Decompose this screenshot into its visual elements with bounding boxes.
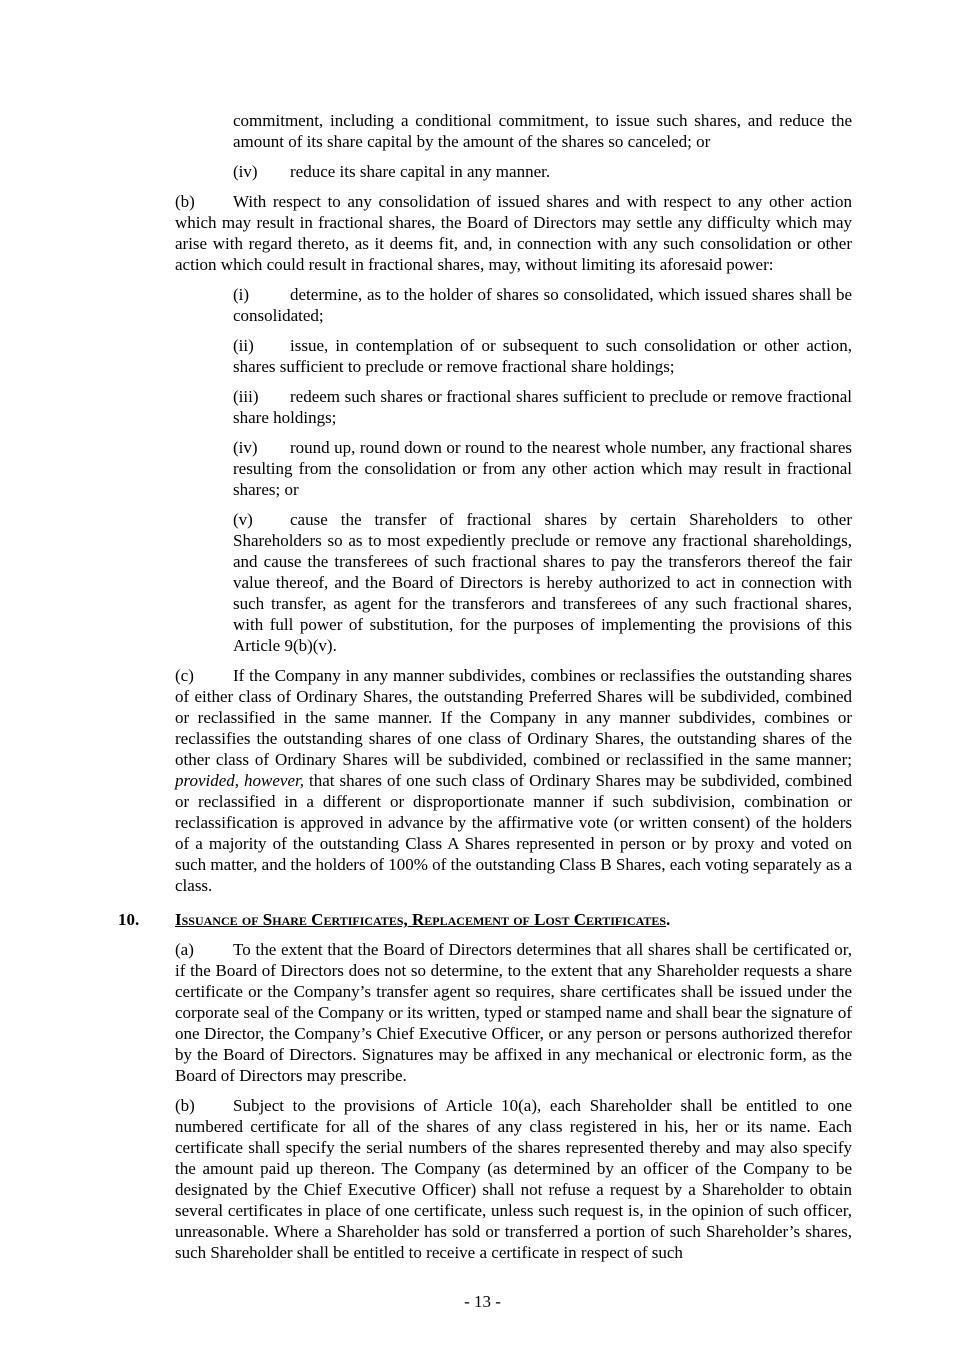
- list-item-v: [233, 509, 852, 656]
- paragraph-text-before-italic: If the Company in any manner subdivides, combines or reclassifies the outstanding shares of either class of Ordinary Shares, the outstanding Preferred Shares will be subdivided, combined or reclassified in the same manner. If the Company in any manner subdivides, combines or reclassifies the outstanding shares of one class of Ordinary Shares, the outstanding shares of the other class of Ordinary Shares will be subdivided, combined or reclassified in the same manner;: [175, 666, 852, 769]
- list-item-label: (iv): [233, 438, 258, 457]
- paragraph-c: [175, 665, 852, 896]
- paragraph-text-after-italic: that shares of one such class of Ordinary Shares may be subdivided, combined or reclassified in a different or disproportionate manner if such subdivision, combination or reclassification is approved in advance by the affirmative vote (or written consent) of the holders of a majority of the outstanding Class A Shares represented in person or by proxy and voted on such matter, and the holders of 100% of the outstanding Class B Shares, each voting separately as a class.: [175, 771, 852, 895]
- paragraph-b: [175, 191, 852, 275]
- list-item-text: issue, in contemplation of or subsequent to such consolidation or other action, shares sufficient to preclude or remove fractional share holdings;: [233, 336, 852, 376]
- list-item-text: redeem such shares or fractional shares sufficient to preclude or remove fractional share holdings;: [233, 387, 852, 427]
- list-item-label: (iv): [233, 162, 258, 181]
- section-number: 10.: [118, 910, 140, 929]
- paragraph-label: (c): [175, 666, 194, 685]
- paragraph-10b: [175, 1095, 852, 1263]
- paragraph-text: To the extent that the Board of Directors determines that all shares shall be certificated or, if the Board of Directors does not so determine, to the extent that any Shareholder requests a share certificate or the Company’s transfer agent so requires, share certificates shall be issued under the corporate seal of the Company or its written, typed or stamped name and shall bear the signature of one Director, the Company’s Chief Executive Officer, or any person or persons authorized therefor by the Board of Directors. Signatures may be affixed in any mechanical or electronic form, as the Board of Directors may prescribe.: [175, 940, 852, 1085]
- list-item-label: (ii): [233, 336, 254, 355]
- page-number: - 13 -: [464, 1292, 501, 1311]
- paragraph-label: (a): [175, 940, 194, 959]
- list-item-text: cause the transfer of fractional shares by certain Shareholders to other Shareholders so as to most expediently preclude or remove any fractional shareholdings, and cause the transferees of such fractional shares to pay the transferors thereof the fair value thereof, and the Board of Directors is hereby authorized to act in connection with such transfer, as agent for the transferors and transferees of any such fractional shares, with full power of substitution, for the purposes of implementing the provisions of this Article 9(b)(v).: [233, 510, 852, 655]
- paragraph-continuation: [233, 110, 852, 152]
- paragraph-italic-phrase: provided, however,: [175, 771, 305, 790]
- section-10-heading-line: [118, 909, 852, 930]
- list-item-text: determine, as to the holder of shares so consolidated, which issued shares shall be consolidated;: [233, 285, 852, 325]
- list-item-iv: [233, 437, 852, 500]
- paragraph-label: (b): [175, 1096, 195, 1115]
- paragraph-text: Subject to the provisions of Article 10(a), each Shareholder shall be entitled to one numbered certificate for all of the shares of any class registered in his, her or its name. Each certificate shall specify the serial numbers of the shares represented thereby and may also specify the amount paid up thereon. The Company (as determined by an officer of the Company to be designated by the Chief Executive Officer) shall not refuse a request by a Shareholder to obtain several certificates in place of one certificate, unless such request is, in the opinion of such officer, unreasonable. Where a Shareholder has sold or transferred a portion of such Shareholder’s shares, such Shareholder shall be entitled to receive a certificate in respect of such: [175, 1096, 852, 1262]
- list-item-text: round up, round down or round to the nearest whole number, any fractional shares resulting from the consolidation or from any other action which may result in fractional shares; or: [233, 438, 852, 499]
- list-item-label: (i): [233, 285, 250, 304]
- section-heading-period: .: [666, 910, 671, 929]
- list-item-iv-top: [233, 161, 852, 182]
- list-item-ii: [233, 335, 852, 377]
- section-heading: Issuance of Share Certificates, Replacement of Lost Certificates: [175, 910, 667, 929]
- list-item-label: (iii): [233, 387, 259, 406]
- paragraph-10a: [175, 939, 852, 1086]
- list-item-i: [233, 284, 852, 326]
- list-item-label: (v): [233, 510, 253, 529]
- paragraph-text: With respect to any consolidation of issued shares and with respect to any other action which may result in fractional shares, the Board of Directors may settle any difficulty which may arise with regard thereto, as it deems fit, and, in connection with any such consolidation or other action which could result in fractional shares, may, without limiting its aforesaid power:: [175, 192, 852, 274]
- list-item-iii: [233, 386, 852, 428]
- paragraph-label: (b): [175, 192, 195, 211]
- list-item-text: reduce its share capital in any manner.: [290, 162, 551, 181]
- paragraph-continuation-text: commitment, including a conditional commitment, to issue such shares, and reduce the amount of its share capital by the amount of the shares so canceled; or: [233, 111, 852, 151]
